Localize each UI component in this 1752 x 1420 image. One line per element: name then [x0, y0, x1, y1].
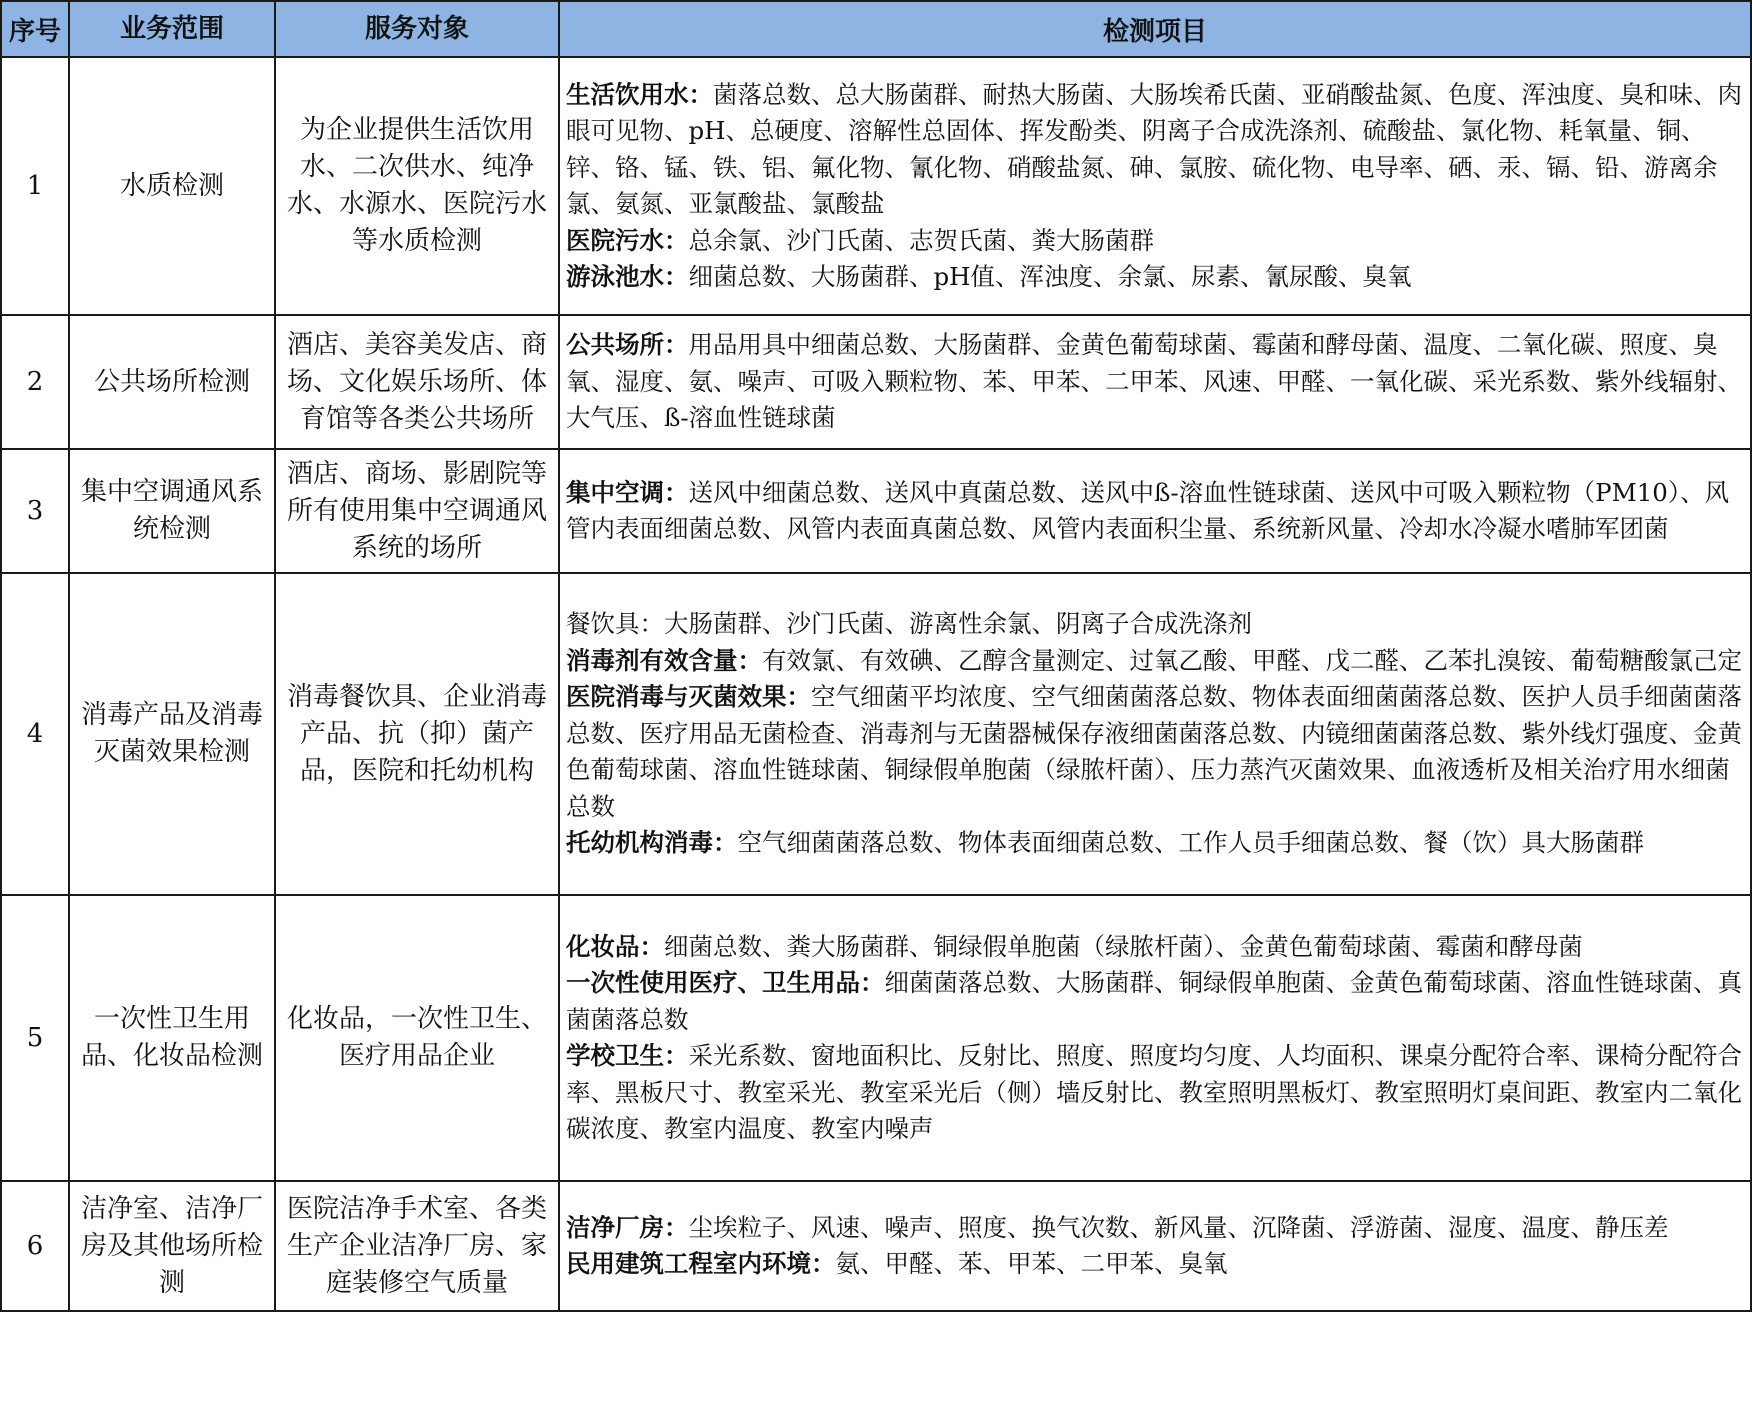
- business-scope: 洁净室、洁净厂房及其他场所检测: [69, 1181, 275, 1311]
- test-item-list: 大肠菌群、沙门氏菌、游离性余氯、阴离子合成洗涤剂: [664, 609, 1252, 639]
- test-item-list: 空气细菌菌落总数、物体表面细菌总数、工作人员手细菌总数、餐（饮）具大肠菌群: [737, 828, 1644, 858]
- test-item-list: 细菌总数、大肠菌群、pH值、浑浊度、余氯、尿素、氰尿酸、臭氧: [688, 262, 1412, 291]
- test-item-group: [566, 1210, 1744, 1247]
- header-items: 检测项目: [559, 1, 1751, 57]
- table-row: [1, 573, 1751, 895]
- business-scope: 公共场所检测: [69, 315, 275, 449]
- row-number: 2: [1, 315, 69, 449]
- table-row: [1, 449, 1751, 573]
- test-item-group: [566, 223, 1744, 260]
- test-item-category: 民用建筑工程室内环境：: [566, 1249, 836, 1278]
- test-item-group: [566, 327, 1744, 437]
- business-scope: 消毒产品及消毒灭菌效果检测: [69, 573, 275, 895]
- test-item-list: 尘埃粒子、风速、噪声、照度、换气次数、新风量、沉降菌、浮游菌、湿度、温度、静压差: [688, 1212, 1669, 1242]
- row-number: 1: [1, 57, 69, 315]
- test-item-group: [566, 1246, 1744, 1283]
- test-item-group: [566, 825, 1744, 862]
- test-item-list: 总余氯、沙门氏菌、志贺氏菌、粪大肠菌群: [688, 225, 1154, 255]
- row-number: 4: [1, 573, 69, 895]
- test-item-category: 一次性使用医疗、卫生用品：: [566, 968, 885, 997]
- test-item-list: 菌落总数、总大肠菌群、耐热大肠菌、大肠埃希氏菌、亚硝酸盐氮、色度、浑浊度、臭和味、肉眼可见物、pH、总硬度、溶解性总固体、挥发酚类、阴离子合成洗涤剂、硫酸盐、氯化物、耗氧量、铜、锌、铬、锰、铁、铝、氟化物、氰化物、硝酸盐氮、砷、氯胺、硫化物、电导率、硒、汞、镉、铅、游离余氯、氨氮、亚氯酸盐、氯酸盐: [566, 79, 1742, 218]
- test-item-category: 餐饮具：: [566, 609, 664, 639]
- test-item-group: [566, 77, 1744, 223]
- test-item-category: 托幼机构消毒：: [566, 828, 738, 858]
- test-item-list: 有效氯、有效碘、乙醇含量测定、过氧乙酸、甲醛、戊二醛、乙苯扎溴铵、葡萄糖酸氯己定: [762, 645, 1742, 675]
- table-row: [1, 895, 1751, 1181]
- test-item-group: [566, 643, 1744, 680]
- test-item-category: 游泳池水：: [566, 262, 689, 291]
- business-scope: 一次性卫生用品、化妆品检测: [69, 895, 275, 1181]
- business-scope: 水质检测: [69, 57, 275, 315]
- test-item-category: 公共场所：: [566, 330, 689, 360]
- service-target: 为企业提供生活饮用水、二次供水、纯净水、水源水、医院污水等水质检测: [275, 57, 559, 315]
- test-item-category: 消毒剂有效含量：: [566, 645, 762, 675]
- test-items: [559, 1181, 1751, 1311]
- row-number: 5: [1, 895, 69, 1181]
- service-target: 酒店、美容美发店、商场、文化娱乐场所、体育馆等各类公共场所: [275, 315, 559, 449]
- test-item-group: [566, 475, 1744, 548]
- business-scope: 集中空调通风系统检测: [69, 449, 275, 573]
- test-item-list: 细菌总数、粪大肠菌群、铜绿假单胞菌（绿脓杆菌）、金黄色葡萄球菌、霉菌和酵母菌: [664, 931, 1583, 961]
- table-row: [1, 1181, 1751, 1311]
- test-item-category: 医院污水：: [566, 225, 689, 255]
- test-item-category: 医院消毒与灭菌效果：: [566, 682, 811, 712]
- test-item-group: [566, 259, 1744, 296]
- test-item-group: [566, 679, 1744, 825]
- test-items: [559, 449, 1751, 573]
- service-target: 消毒餐饮具、企业消毒产品、抗（抑）菌产品，医院和托幼机构: [275, 573, 559, 895]
- test-item-list: 细菌菌落总数、大肠菌群、铜绿假单胞菌、金黄色葡萄球菌、溶血性链球菌、真菌菌落总数: [566, 968, 1742, 1034]
- header-scope: 业务范围: [69, 1, 275, 57]
- row-number: 3: [1, 449, 69, 573]
- test-item-list: 空气细菌平均浓度、空气细菌菌落总数、物体表面细菌菌落总数、医护人员手细菌菌落总数、医疗用品无菌检查、消毒剂与无菌器械保存液细菌菌落总数、内镜细菌菌落总数、紫外线灯强度、金黄色葡萄球菌、溶血性链球菌、铜绿假单胞菌（绿脓杆菌）、压力蒸汽灭菌效果、血液透析及相关治疗用水细菌总数: [566, 682, 1742, 821]
- test-item-group: [566, 606, 1744, 643]
- test-item-category: 化妆品：: [566, 931, 664, 961]
- test-item-list: 氨、甲醛、苯、甲苯、二甲苯、臭氧: [835, 1249, 1228, 1278]
- test-item-category: 学校卫生：: [566, 1041, 689, 1070]
- test-item-group: [566, 929, 1744, 966]
- test-item-list: 采光系数、窗地面积比、反射比、照度、照度均匀度、人均面积、课桌分配符合率、课椅分配符合率、黑板尺寸、教室采光、教室采光后（侧）墙反射比、教室照明黑板灯、教室照明灯桌间距、教室内二氧化碳浓度、教室内温度、教室内噪声: [566, 1041, 1742, 1143]
- test-items: [559, 895, 1751, 1181]
- row-number: 6: [1, 1181, 69, 1311]
- test-item-category: 洁净厂房：: [566, 1212, 689, 1242]
- table-body: [1, 57, 1751, 1311]
- test-item-category: 集中空调：: [566, 477, 689, 507]
- header-row: [1, 1, 1751, 57]
- test-items: [559, 57, 1751, 315]
- test-item-group: [566, 1038, 1744, 1148]
- table-row: [1, 315, 1751, 449]
- header-no: 序号: [1, 1, 69, 57]
- test-item-list: 用品用具中细菌总数、大肠菌群、金黄色葡萄球菌、霉菌和酵母菌、温度、二氧化碳、照度、臭氧、湿度、氨、噪声、可吸入颗粒物、苯、甲苯、二甲苯、风速、甲醛、一氧化碳、采光系数、紫外线辐射、大气压、ß-溶血性链球菌: [566, 330, 1742, 433]
- test-item-list: 送风中细菌总数、送风中真菌总数、送风中ß-溶血性链球菌、送风中可吸入颗粒物（PM10）、风管内表面细菌总数、风管内表面真菌总数、风管内表面积尘量、系统新风量、冷却水冷凝水嗜肺军团菌: [566, 477, 1730, 543]
- header-target: 服务对象: [275, 1, 559, 57]
- table-row: [1, 57, 1751, 315]
- service-target: 医院洁净手术室、各类生产企业洁净厂房、家庭装修空气质量: [275, 1181, 559, 1311]
- test-item-group: [566, 965, 1744, 1038]
- service-target: 酒店、商场、影剧院等所有使用集中空调通风系统的场所: [275, 449, 559, 573]
- test-item-category: 生活饮用水：: [566, 79, 713, 109]
- test-items: [559, 315, 1751, 449]
- test-items: [559, 573, 1751, 895]
- service-target: 化妆品，一次性卫生、医疗用品企业: [275, 895, 559, 1181]
